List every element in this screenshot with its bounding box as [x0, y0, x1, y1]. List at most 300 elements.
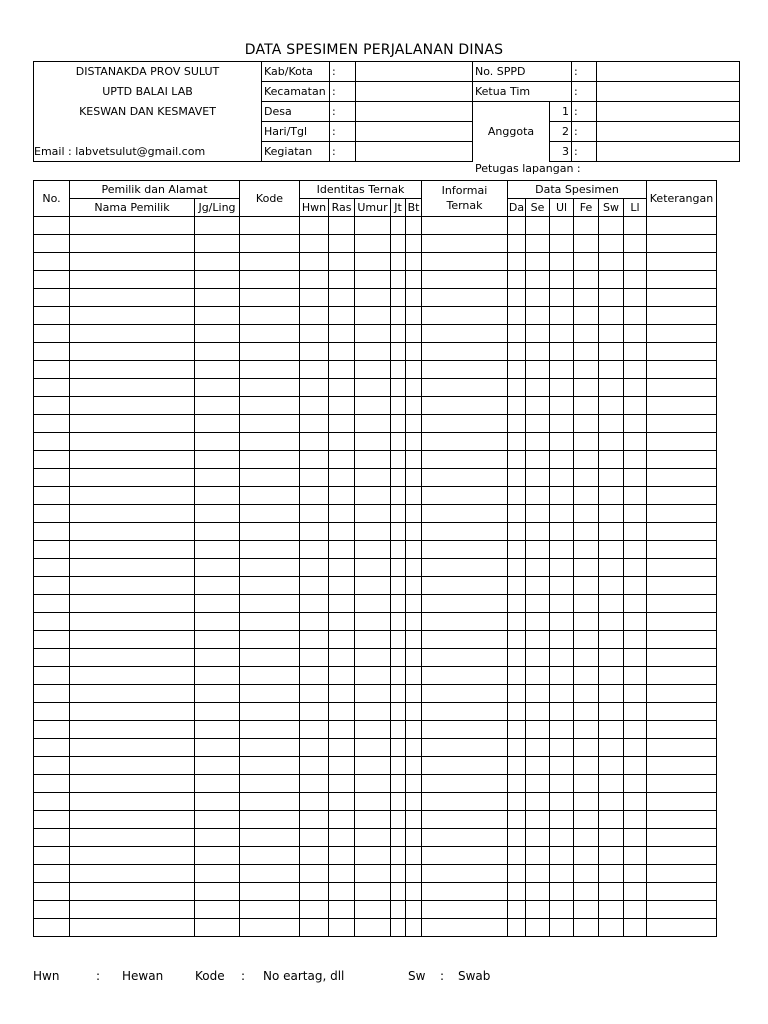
table-cell[interactable]: [300, 235, 329, 253]
table-cell[interactable]: [300, 739, 329, 757]
table-cell[interactable]: [240, 361, 300, 379]
table-cell[interactable]: [599, 379, 624, 397]
table-cell[interactable]: [34, 397, 70, 415]
table-cell[interactable]: [599, 523, 624, 541]
table-cell[interactable]: [195, 451, 240, 469]
table-cell[interactable]: [240, 469, 300, 487]
table-cell[interactable]: [195, 343, 240, 361]
table-cell[interactable]: [240, 865, 300, 883]
table-cell[interactable]: [647, 433, 717, 451]
table-cell[interactable]: [574, 559, 599, 577]
table-cell[interactable]: [34, 631, 70, 649]
table-cell[interactable]: [240, 541, 300, 559]
table-cell[interactable]: [329, 703, 355, 721]
table-cell[interactable]: [550, 685, 574, 703]
table-cell[interactable]: [34, 253, 70, 271]
table-cell[interactable]: [574, 577, 599, 595]
table-cell[interactable]: [70, 703, 195, 721]
table-cell[interactable]: [34, 415, 70, 433]
table-cell[interactable]: [70, 343, 195, 361]
table-cell[interactable]: [329, 577, 355, 595]
table-cell[interactable]: [391, 361, 406, 379]
table-cell[interactable]: [329, 505, 355, 523]
table-cell[interactable]: [526, 847, 550, 865]
table-cell[interactable]: [624, 721, 647, 739]
table-cell[interactable]: [624, 595, 647, 613]
table-cell[interactable]: [329, 361, 355, 379]
table-cell[interactable]: [624, 793, 647, 811]
table-cell[interactable]: [355, 559, 391, 577]
table-cell[interactable]: [422, 541, 508, 559]
table-cell[interactable]: [355, 883, 391, 901]
table-cell[interactable]: [550, 613, 574, 631]
table-cell[interactable]: [599, 901, 624, 919]
table-cell[interactable]: [422, 685, 508, 703]
table-cell[interactable]: [195, 487, 240, 505]
table-cell[interactable]: [329, 307, 355, 325]
table-cell[interactable]: [526, 253, 550, 271]
table-cell[interactable]: [240, 901, 300, 919]
table-cell[interactable]: [391, 901, 406, 919]
table-cell[interactable]: [195, 289, 240, 307]
table-cell[interactable]: [599, 865, 624, 883]
table-cell[interactable]: [624, 235, 647, 253]
table-cell[interactable]: [34, 433, 70, 451]
table-cell[interactable]: [355, 523, 391, 541]
table-cell[interactable]: [240, 919, 300, 937]
table-cell[interactable]: [508, 271, 526, 289]
table-cell[interactable]: [34, 307, 70, 325]
table-cell[interactable]: [391, 217, 406, 235]
table-cell[interactable]: [300, 289, 329, 307]
table-cell[interactable]: [406, 793, 422, 811]
table-cell[interactable]: [647, 901, 717, 919]
table-cell[interactable]: [508, 865, 526, 883]
table-cell[interactable]: [329, 541, 355, 559]
table-cell[interactable]: [508, 217, 526, 235]
table-cell[interactable]: [355, 289, 391, 307]
table-cell[interactable]: [599, 649, 624, 667]
table-cell[interactable]: [508, 667, 526, 685]
table-cell[interactable]: [391, 739, 406, 757]
table-cell[interactable]: [329, 811, 355, 829]
table-cell[interactable]: [34, 685, 70, 703]
table-cell[interactable]: [240, 505, 300, 523]
table-cell[interactable]: [574, 793, 599, 811]
table-cell[interactable]: [422, 829, 508, 847]
table-cell[interactable]: [599, 271, 624, 289]
table-cell[interactable]: [508, 487, 526, 505]
table-cell[interactable]: [599, 631, 624, 649]
table-cell[interactable]: [240, 217, 300, 235]
table-cell[interactable]: [624, 325, 647, 343]
table-cell[interactable]: [550, 487, 574, 505]
table-cell[interactable]: [508, 343, 526, 361]
table-cell[interactable]: [422, 847, 508, 865]
table-cell[interactable]: [355, 307, 391, 325]
table-cell[interactable]: [195, 415, 240, 433]
table-cell[interactable]: [34, 883, 70, 901]
table-cell[interactable]: [647, 523, 717, 541]
table-cell[interactable]: [508, 613, 526, 631]
table-cell[interactable]: [300, 919, 329, 937]
table-cell[interactable]: [70, 829, 195, 847]
table-cell[interactable]: [329, 451, 355, 469]
table-cell[interactable]: [70, 631, 195, 649]
table-cell[interactable]: [508, 469, 526, 487]
table-cell[interactable]: [550, 325, 574, 343]
table-cell[interactable]: [34, 901, 70, 919]
table-cell[interactable]: [574, 901, 599, 919]
table-cell[interactable]: [34, 667, 70, 685]
table-cell[interactable]: [647, 469, 717, 487]
table-cell[interactable]: [508, 397, 526, 415]
table-cell[interactable]: [647, 397, 717, 415]
table-cell[interactable]: [550, 631, 574, 649]
table-cell[interactable]: [391, 541, 406, 559]
table-cell[interactable]: [508, 433, 526, 451]
table-cell[interactable]: [391, 793, 406, 811]
table-cell[interactable]: [240, 343, 300, 361]
table-cell[interactable]: [34, 811, 70, 829]
table-cell[interactable]: [329, 919, 355, 937]
table-cell[interactable]: [550, 865, 574, 883]
table-cell[interactable]: [599, 541, 624, 559]
table-cell[interactable]: [550, 595, 574, 613]
table-cell[interactable]: [240, 703, 300, 721]
table-cell[interactable]: [391, 523, 406, 541]
table-cell[interactable]: [70, 667, 195, 685]
table-cell[interactable]: [422, 325, 508, 343]
table-cell[interactable]: [391, 775, 406, 793]
table-cell[interactable]: [70, 919, 195, 937]
table-cell[interactable]: [624, 775, 647, 793]
table-cell[interactable]: [300, 613, 329, 631]
table-cell[interactable]: [195, 631, 240, 649]
table-cell[interactable]: [195, 361, 240, 379]
table-cell[interactable]: [406, 541, 422, 559]
table-cell[interactable]: [300, 793, 329, 811]
table-cell[interactable]: [422, 487, 508, 505]
table-cell[interactable]: [647, 721, 717, 739]
table-cell[interactable]: [355, 667, 391, 685]
table-cell[interactable]: [34, 235, 70, 253]
table-cell[interactable]: [624, 811, 647, 829]
table-cell[interactable]: [526, 613, 550, 631]
table-cell[interactable]: [422, 271, 508, 289]
table-cell[interactable]: [406, 631, 422, 649]
table-cell[interactable]: [550, 451, 574, 469]
table-cell[interactable]: [406, 703, 422, 721]
table-cell[interactable]: [329, 595, 355, 613]
table-cell[interactable]: [391, 487, 406, 505]
table-cell[interactable]: [624, 253, 647, 271]
table-cell[interactable]: [70, 451, 195, 469]
table-cell[interactable]: [329, 613, 355, 631]
table-cell[interactable]: [599, 613, 624, 631]
table-cell[interactable]: [34, 847, 70, 865]
table-cell[interactable]: [624, 469, 647, 487]
table-cell[interactable]: [329, 235, 355, 253]
table-cell[interactable]: [624, 487, 647, 505]
table-cell[interactable]: [647, 667, 717, 685]
table-cell[interactable]: [355, 271, 391, 289]
table-cell[interactable]: [406, 487, 422, 505]
table-cell[interactable]: [574, 343, 599, 361]
table-cell[interactable]: [300, 307, 329, 325]
table-cell[interactable]: [70, 469, 195, 487]
table-cell[interactable]: [355, 685, 391, 703]
table-cell[interactable]: [526, 829, 550, 847]
table-cell[interactable]: [508, 541, 526, 559]
table-cell[interactable]: [422, 343, 508, 361]
table-cell[interactable]: [406, 649, 422, 667]
table-cell[interactable]: [526, 703, 550, 721]
table-cell[interactable]: [647, 559, 717, 577]
table-cell[interactable]: [574, 919, 599, 937]
table-cell[interactable]: [574, 757, 599, 775]
table-cell[interactable]: [240, 649, 300, 667]
table-cell[interactable]: [70, 577, 195, 595]
table-cell[interactable]: [574, 721, 599, 739]
table-cell[interactable]: [574, 361, 599, 379]
table-cell[interactable]: [508, 685, 526, 703]
table-cell[interactable]: [574, 235, 599, 253]
table-cell[interactable]: [355, 253, 391, 271]
hari-tgl-value[interactable]: [356, 122, 473, 142]
table-cell[interactable]: [240, 685, 300, 703]
table-cell[interactable]: [550, 523, 574, 541]
table-cell[interactable]: [195, 649, 240, 667]
table-cell[interactable]: [647, 703, 717, 721]
table-cell[interactable]: [526, 289, 550, 307]
table-cell[interactable]: [34, 793, 70, 811]
table-cell[interactable]: [300, 397, 329, 415]
table-cell[interactable]: [391, 415, 406, 433]
table-cell[interactable]: [355, 649, 391, 667]
table-cell[interactable]: [195, 685, 240, 703]
table-cell[interactable]: [355, 865, 391, 883]
table-cell[interactable]: [647, 379, 717, 397]
table-cell[interactable]: [70, 361, 195, 379]
table-cell[interactable]: [508, 559, 526, 577]
table-cell[interactable]: [195, 757, 240, 775]
table-cell[interactable]: [391, 451, 406, 469]
table-cell[interactable]: [240, 271, 300, 289]
table-cell[interactable]: [624, 289, 647, 307]
table-cell[interactable]: [422, 451, 508, 469]
table-cell[interactable]: [624, 523, 647, 541]
table-cell[interactable]: [355, 379, 391, 397]
table-cell[interactable]: [422, 649, 508, 667]
table-cell[interactable]: [195, 469, 240, 487]
table-cell[interactable]: [508, 811, 526, 829]
table-cell[interactable]: [599, 919, 624, 937]
table-cell[interactable]: [240, 415, 300, 433]
table-cell[interactable]: [422, 469, 508, 487]
table-cell[interactable]: [300, 757, 329, 775]
anggota-value-3[interactable]: [597, 142, 740, 162]
table-cell[interactable]: [329, 415, 355, 433]
table-cell[interactable]: [300, 343, 329, 361]
table-cell[interactable]: [391, 235, 406, 253]
table-cell[interactable]: [355, 739, 391, 757]
table-cell[interactable]: [34, 523, 70, 541]
table-cell[interactable]: [550, 235, 574, 253]
table-cell[interactable]: [550, 919, 574, 937]
table-cell[interactable]: [329, 685, 355, 703]
table-cell[interactable]: [574, 811, 599, 829]
table-cell[interactable]: [300, 451, 329, 469]
table-cell[interactable]: [406, 415, 422, 433]
table-cell[interactable]: [526, 271, 550, 289]
table-cell[interactable]: [355, 847, 391, 865]
table-cell[interactable]: [391, 253, 406, 271]
table-cell[interactable]: [599, 559, 624, 577]
table-cell[interactable]: [240, 613, 300, 631]
table-cell[interactable]: [34, 217, 70, 235]
table-cell[interactable]: [240, 487, 300, 505]
table-cell[interactable]: [195, 217, 240, 235]
table-cell[interactable]: [406, 505, 422, 523]
table-cell[interactable]: [300, 667, 329, 685]
table-cell[interactable]: [195, 523, 240, 541]
table-cell[interactable]: [355, 811, 391, 829]
table-cell[interactable]: [195, 253, 240, 271]
table-cell[interactable]: [195, 883, 240, 901]
table-cell[interactable]: [599, 775, 624, 793]
table-cell[interactable]: [355, 613, 391, 631]
table-cell[interactable]: [240, 793, 300, 811]
table-cell[interactable]: [195, 703, 240, 721]
table-cell[interactable]: [391, 379, 406, 397]
table-cell[interactable]: [422, 307, 508, 325]
table-cell[interactable]: [647, 883, 717, 901]
table-cell[interactable]: [550, 811, 574, 829]
table-cell[interactable]: [329, 757, 355, 775]
table-cell[interactable]: [300, 883, 329, 901]
table-cell[interactable]: [508, 451, 526, 469]
table-cell[interactable]: [422, 811, 508, 829]
table-cell[interactable]: [647, 775, 717, 793]
table-cell[interactable]: [624, 703, 647, 721]
table-cell[interactable]: [329, 523, 355, 541]
table-cell[interactable]: [526, 667, 550, 685]
table-cell[interactable]: [391, 595, 406, 613]
table-cell[interactable]: [647, 757, 717, 775]
table-cell[interactable]: [599, 343, 624, 361]
table-cell[interactable]: [647, 289, 717, 307]
table-cell[interactable]: [70, 559, 195, 577]
table-cell[interactable]: [526, 721, 550, 739]
table-cell[interactable]: [422, 595, 508, 613]
table-cell[interactable]: [240, 253, 300, 271]
table-cell[interactable]: [195, 775, 240, 793]
table-cell[interactable]: [406, 343, 422, 361]
table-cell[interactable]: [406, 325, 422, 343]
table-cell[interactable]: [300, 631, 329, 649]
table-cell[interactable]: [526, 235, 550, 253]
table-cell[interactable]: [508, 325, 526, 343]
table-cell[interactable]: [300, 703, 329, 721]
table-cell[interactable]: [70, 541, 195, 559]
table-cell[interactable]: [422, 757, 508, 775]
table-cell[interactable]: [508, 739, 526, 757]
table-cell[interactable]: [355, 397, 391, 415]
table-cell[interactable]: [391, 883, 406, 901]
table-cell[interactable]: [406, 667, 422, 685]
table-cell[interactable]: [195, 919, 240, 937]
table-cell[interactable]: [647, 487, 717, 505]
table-cell[interactable]: [391, 631, 406, 649]
table-cell[interactable]: [550, 397, 574, 415]
table-cell[interactable]: [329, 775, 355, 793]
table-cell[interactable]: [624, 919, 647, 937]
table-cell[interactable]: [34, 739, 70, 757]
table-cell[interactable]: [624, 505, 647, 523]
table-cell[interactable]: [406, 721, 422, 739]
table-cell[interactable]: [624, 757, 647, 775]
table-cell[interactable]: [34, 829, 70, 847]
table-cell[interactable]: [300, 541, 329, 559]
table-cell[interactable]: [624, 271, 647, 289]
table-cell[interactable]: [195, 829, 240, 847]
table-cell[interactable]: [391, 847, 406, 865]
table-cell[interactable]: [391, 829, 406, 847]
table-cell[interactable]: [422, 901, 508, 919]
table-cell[interactable]: [240, 397, 300, 415]
table-cell[interactable]: [70, 235, 195, 253]
table-cell[interactable]: [391, 271, 406, 289]
table-cell[interactable]: [550, 847, 574, 865]
table-cell[interactable]: [355, 595, 391, 613]
table-cell[interactable]: [70, 739, 195, 757]
table-cell[interactable]: [300, 271, 329, 289]
table-cell[interactable]: [574, 685, 599, 703]
table-cell[interactable]: [599, 433, 624, 451]
table-cell[interactable]: [240, 757, 300, 775]
table-cell[interactable]: [70, 775, 195, 793]
table-cell[interactable]: [526, 901, 550, 919]
table-cell[interactable]: [422, 289, 508, 307]
table-cell[interactable]: [574, 451, 599, 469]
table-cell[interactable]: [624, 559, 647, 577]
table-cell[interactable]: [526, 415, 550, 433]
table-cell[interactable]: [329, 271, 355, 289]
table-cell[interactable]: [34, 271, 70, 289]
table-cell[interactable]: [355, 775, 391, 793]
table-cell[interactable]: [599, 235, 624, 253]
table-cell[interactable]: [34, 649, 70, 667]
table-cell[interactable]: [70, 379, 195, 397]
table-cell[interactable]: [508, 361, 526, 379]
table-cell[interactable]: [647, 829, 717, 847]
table-cell[interactable]: [355, 433, 391, 451]
table-cell[interactable]: [355, 361, 391, 379]
table-cell[interactable]: [329, 469, 355, 487]
table-cell[interactable]: [624, 667, 647, 685]
table-cell[interactable]: [624, 343, 647, 361]
table-cell[interactable]: [647, 307, 717, 325]
table-cell[interactable]: [422, 739, 508, 757]
table-cell[interactable]: [574, 325, 599, 343]
table-cell[interactable]: [550, 757, 574, 775]
table-cell[interactable]: [355, 343, 391, 361]
table-cell[interactable]: [300, 433, 329, 451]
table-cell[interactable]: [574, 379, 599, 397]
table-cell[interactable]: [34, 721, 70, 739]
table-cell[interactable]: [329, 325, 355, 343]
